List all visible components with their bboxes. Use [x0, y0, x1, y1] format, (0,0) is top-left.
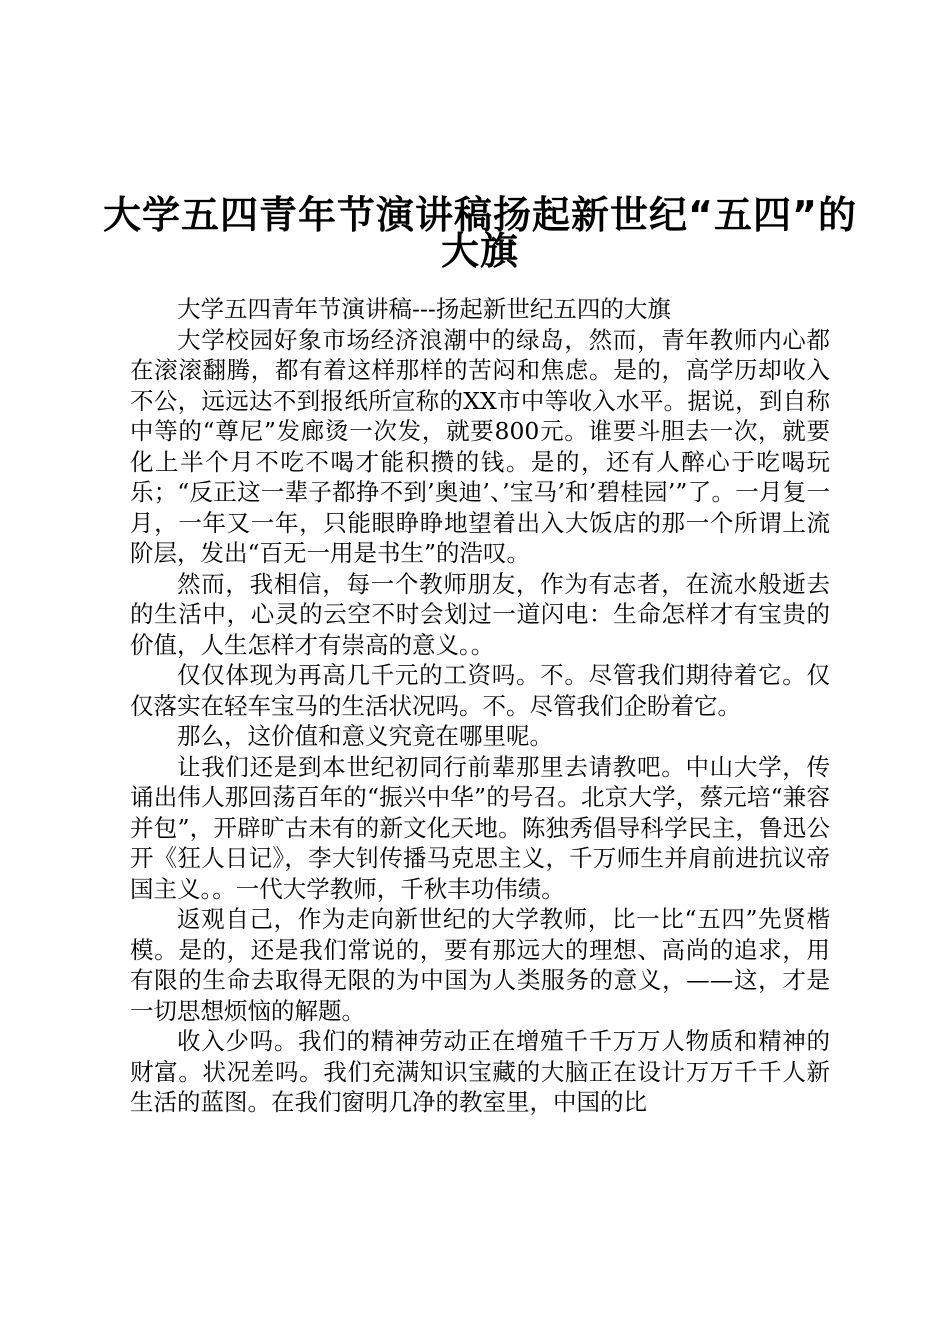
paragraph: 返观自己，作为走向新世纪的大学教师，比一比“五四”先贤楷模。是的，还是我们常说的，要有那远大的理想、高尚的追求，用有限的生命去取得无限的为中国为人类服务的意义，——这，才是一切思想烦恼的解题。	[130, 905, 830, 1025]
document-title-line-2: 大旗	[440, 229, 519, 273]
paragraph: 让我们还是到本世纪初同行前辈那里去请教吧。中山大学，传诵出伟人那回荡百年的“振兴中华”的号召。北京大学，蔡元培“兼容并包”，开辟旷古未有的新文化天地。陈独秀倡导科学民主，鲁迅公开《狂人日记》，李大钊传播马克思主义，千万师生并肩前进抗议帝国主义。。一代大学教师，千秋丰功伟绩。	[130, 752, 830, 903]
paragraph-subtitle: 大学五四青年节演讲稿---扬起新世纪五四的大旗	[177, 295, 671, 323]
paragraph: 然而，我相信，每一个教师朋友，作为有志者，在流水般逝去的生活中，心灵的云空不时会划过一道闪电：生命怎样才有宝贵的价值，人生怎样才有崇高的意义。。	[130, 569, 830, 659]
document-title-line-1: 大学五四青年节演讲稿扬起新世纪“五四”的	[103, 193, 857, 237]
paragraph: 收入少吗。我们的精神劳动正在增殖千千万万人物质和精神的财富。状况差吗。我们充满知识宝藏的大脑正在设计万万千千人新生活的蓝图。在我们窗明几净的教室里，中国的比	[130, 1027, 830, 1116]
paragraph: 大学校园好象市场经济浪潮中的绿岛，然而，青年教师内心都在滚滚翻腾，都有着这样那样的苦闷和焦虑。是的，高学历却收入不公，远远达不到报纸所宣称的XX市中等收入水平。据说，到自称中等的“尊尼”发廊烫一次发，就要800元。谁要斗胆去一次，就要化上半个月不吃不喝才能积攒的钱。是的，还有人醉心于吃喝玩乐；“反正这一辈子都挣不到’奥迪’、’宝马’和’碧桂园’”了。一月复一月，一年又一年，只能眼睁睁地望着出入大饭店的那一个所谓上流阶层，发出“百无一用是书生”的浩叹。	[130, 325, 830, 567]
paragraph: 那么，这价值和意义究竟在哪里呢。	[177, 722, 553, 750]
paragraph: 仅仅体现为再高几千元的工资吗。不。尽管我们期待着它。仅仅落实在轻车宝马的生活状况吗。不。尽管我们企盼着它。	[130, 661, 830, 720]
document-body	[130, 294, 830, 1118]
